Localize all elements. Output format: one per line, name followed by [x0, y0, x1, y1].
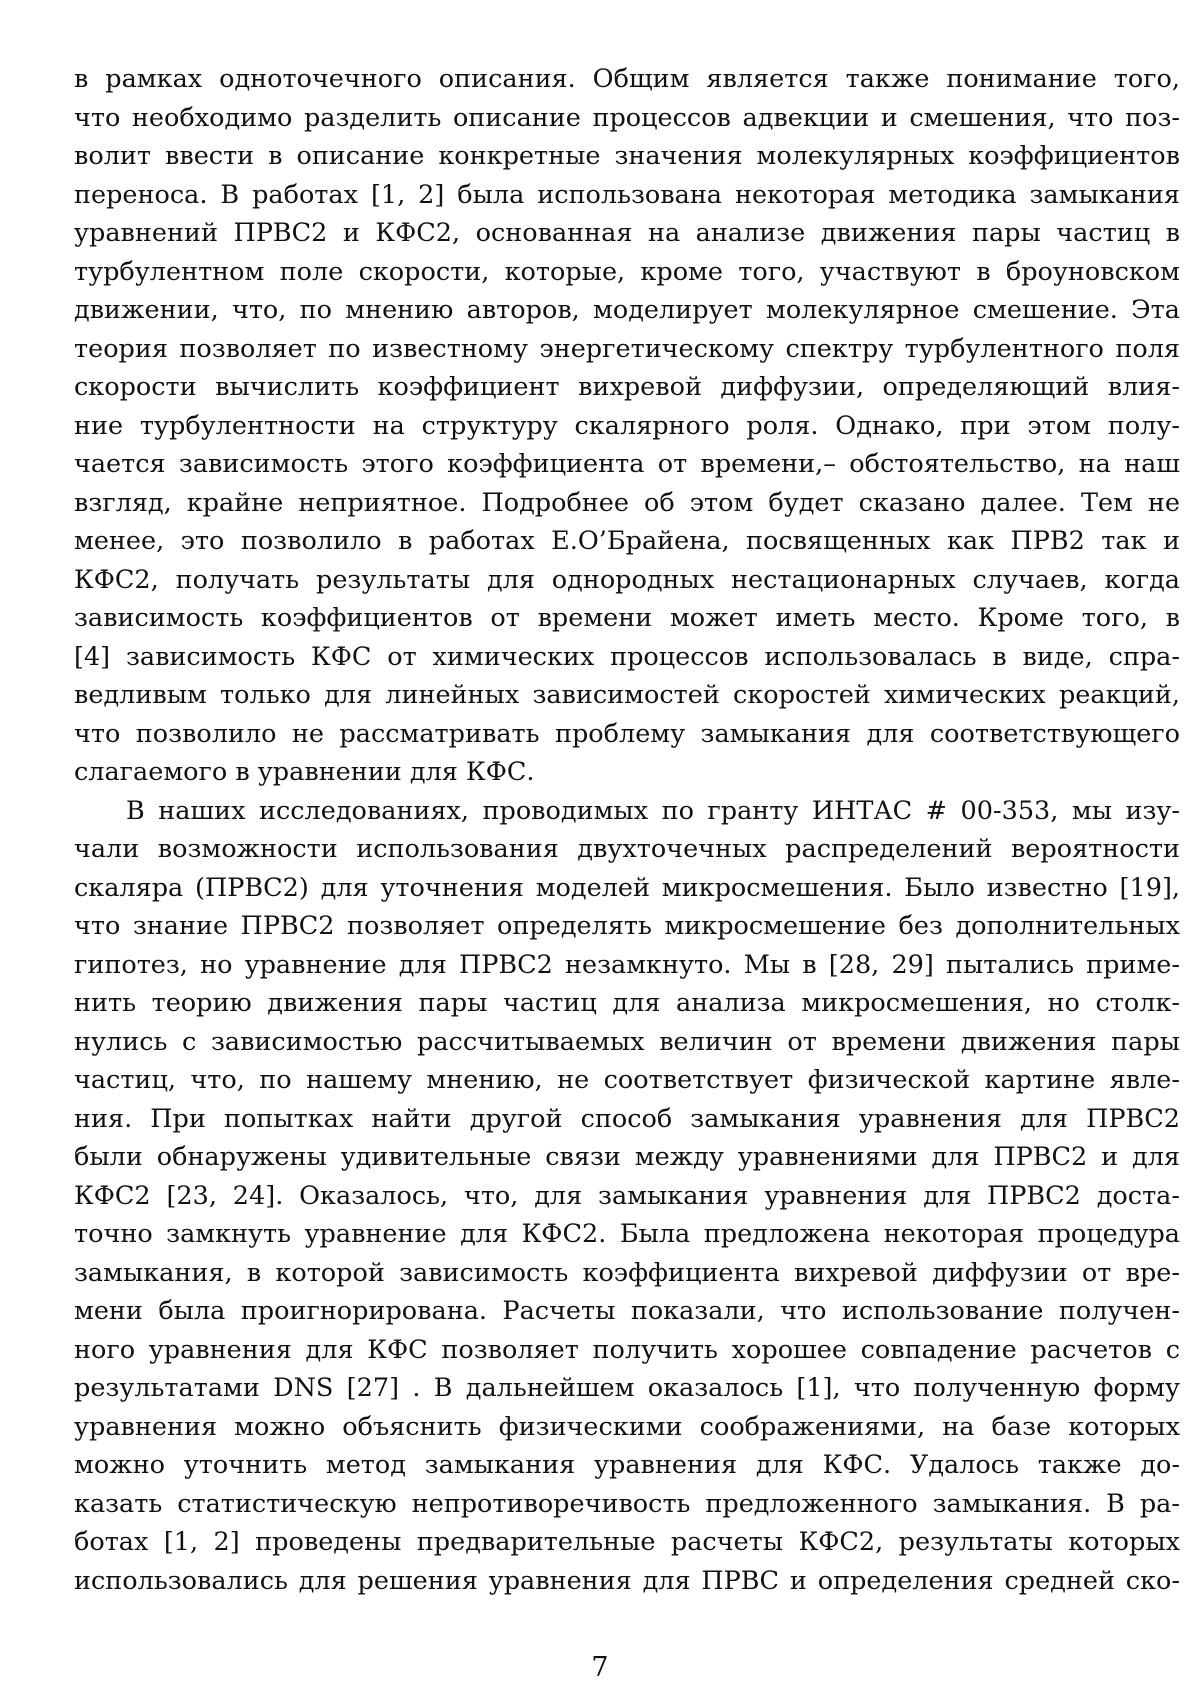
text-line: нулись с зависимостью рассчитываемых величин от времени движения пары	[74, 1026, 1180, 1057]
text-line: волит ввести в описание конкретные значения молекулярных коэффициентов	[74, 141, 1180, 171]
text-line: что знание ПРВС2 позволяет определять микросмешение без дополнительных	[74, 911, 1180, 941]
text-line: чается зависимость этого коэффициента от времени,– обстоятельство, на наш	[74, 449, 1180, 479]
page-number: 7	[591, 1652, 609, 1683]
text-line: переноса. В работах [1, 2] была использована некоторая методика замыкания	[74, 179, 1180, 210]
text-line: движении, что, по мнению авторов, моделирует молекулярное смешение. Эта	[74, 295, 1180, 325]
text-line: слагаемого в уравнении для КФС.	[74, 757, 535, 787]
text-line: уравнения можно объяснить физическими соображениями, на базе которых	[74, 1411, 1180, 1442]
text-line: в рамках одноточечного описания. Общим является также понимание того,	[74, 64, 1180, 94]
text-line: ведливым только для линейных зависимостей скоростей химических реакций,	[74, 680, 1180, 710]
text-line: КФС2, получать результаты для однородных нестационарных случаев, когда	[74, 564, 1180, 595]
paragraph-1	[74, 60, 1180, 792]
text-line: частиц, что, по нашему мнению, не соответствует физической картине явле-	[74, 1065, 1180, 1095]
text-line: зависимость коэффициентов от времени может иметь место. Кроме того, в	[74, 603, 1180, 633]
text-line: скорости вычислить коэффициент вихревой диффузии, определяющий влия-	[74, 372, 1180, 402]
text-line: ние турбулентности на структуру скалярного роля. Однако, при этом полу-	[74, 410, 1180, 441]
text-line: использовались для решения уравнения для ПРВС и определения средней ско-	[74, 1565, 1180, 1596]
text-line: уравнений ПРВС2 и КФС2, основанная на анализе движения пары частиц в	[74, 218, 1180, 248]
text-line: что позволило не рассматривать проблему замыкания для соответствующего	[74, 718, 1180, 749]
text-line: были обнаружены удивительные связи между уравнениями для ПРВС2 и для	[74, 1142, 1180, 1172]
text-line: мени была проигнорирована. Расчеты показали, что использование получен-	[74, 1296, 1180, 1326]
text-line: скаляра (ПРВС2) для уточнения моделей микросмешения. Было известно [19],	[74, 872, 1180, 903]
text-line: гипотез, но уравнение для ПРВС2 незамкнуто. Мы в [28, 29] пытались приме-	[74, 949, 1180, 980]
text-line: можно уточнить метод замыкания уравнения для КФС. Удалось также до-	[74, 1450, 1180, 1480]
text-line: ного уравнения для КФС позволяет получить хорошее совпадение расчетов с	[74, 1334, 1180, 1365]
text-line: замыкания, в которой зависимость коэффициента вихревой диффузии от вре-	[74, 1257, 1180, 1288]
text-line: что необходимо разделить описание процессов адвекции и смешения, что поз-	[74, 102, 1180, 133]
text-line: В наших исследованиях, проводимых по гранту ИНТАС # 00-353, мы изу-	[126, 795, 1180, 826]
text-line: ботах [1, 2] проведены предварительные расчеты КФС2, результаты которых	[74, 1527, 1180, 1557]
page-body	[74, 60, 1180, 1600]
text-line: теория позволяет по известному энергетическому спектру турбулентного поля	[74, 333, 1180, 364]
text-line: ния. При попытках найти другой способ замыкания уравнения для ПРВС2	[74, 1103, 1180, 1134]
paragraph-2	[74, 792, 1180, 1601]
text-line: менее, это позволило в работах Е.О’Брайена, посвященных как ПРВ2 так и	[74, 526, 1180, 556]
text-line: казать статистическую непротиворечивость предложенного замыкания. В ра-	[74, 1488, 1180, 1519]
text-line: нить теорию движения пары частиц для анализа микросмешения, но столк-	[74, 988, 1180, 1018]
text-line: точно замкнуть уравнение для КФС2. Была предложена некоторая процедура	[74, 1219, 1180, 1249]
text-line: чали возможности использования двухточечных распределений вероятности	[74, 834, 1180, 864]
text-line: турбулентном поле скорости, которые, кроме того, участвуют в броуновском	[74, 256, 1180, 287]
text-line: результатами DNS [27] . В дальнейшем оказалось [1], что полученную форму	[74, 1373, 1180, 1403]
text-line: КФС2 [23, 24]. Оказалось, что, для замыкания уравнения для ПРВС2 доста-	[74, 1180, 1180, 1211]
text-line: взгляд, крайне неприятное. Подробнее об этом будет сказано далее. Тем не	[74, 487, 1180, 518]
text-line: [4] зависимость КФС от химических процессов использовалась в виде, спра-	[74, 641, 1180, 672]
